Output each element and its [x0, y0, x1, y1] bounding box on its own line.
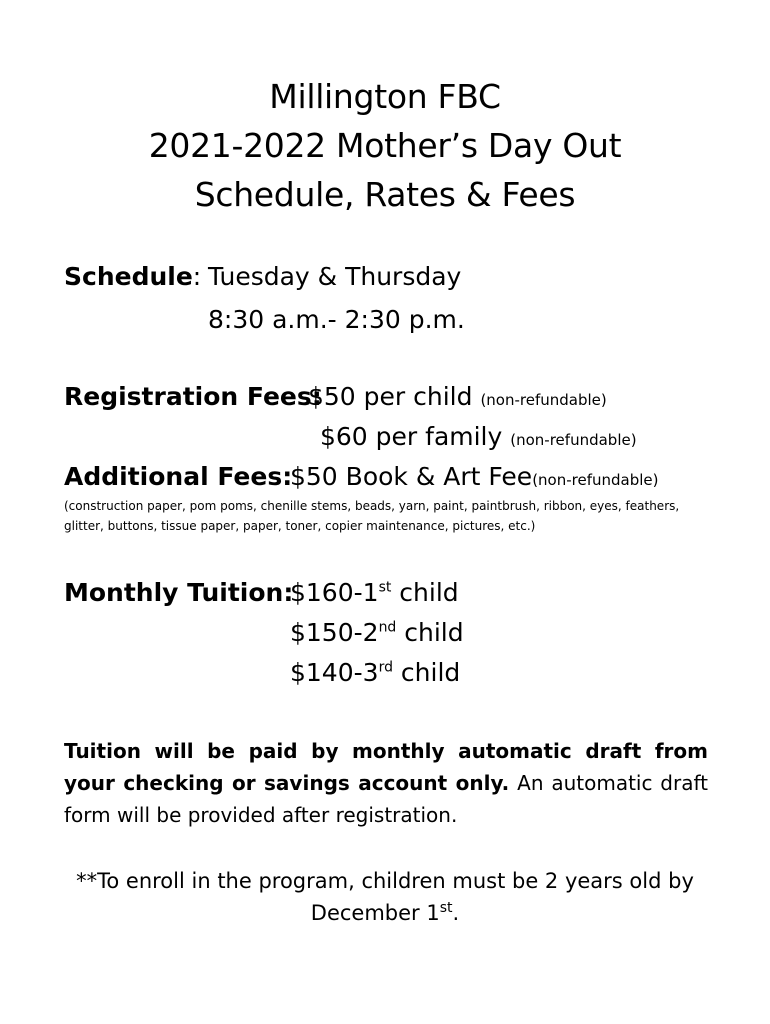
child-fee-note: (non-refundable): [480, 391, 607, 409]
tuition-ordinal: nd: [378, 619, 397, 636]
enrollment-text: **To enroll in the program, children must be 2 years old by December 1: [76, 869, 694, 925]
title-line-subject: Schedule, Rates & Fees: [194, 175, 576, 214]
schedule-label-text: Schedule: [64, 262, 193, 291]
payment-normal-text: An automatic draft form will be provided after registration.: [64, 771, 709, 827]
tuition-amount: $150-2: [290, 618, 379, 647]
page-title: [0, 72, 770, 219]
payment-paragraph: [64, 735, 708, 831]
payment-bold-text: Tuition will be paid by monthly automatic draft from your checking or savings account only.: [64, 739, 708, 795]
additional-fee: [290, 462, 659, 491]
additional-fees-label: Additional Fees:: [64, 462, 293, 491]
enrollment-ordinal: st: [439, 900, 453, 916]
title-line-church: Millington FBC: [269, 77, 501, 116]
tuition-amount: $160-1: [290, 578, 379, 607]
registration-fees-label: Registration Fees:: [64, 382, 322, 411]
tuition-suffix: child: [392, 658, 461, 687]
tuition-row: [290, 618, 464, 647]
registration-family-fee: [320, 422, 637, 451]
tuition-suffix: child: [396, 618, 464, 647]
family-fee-amount: $60 per family: [320, 422, 503, 451]
supplies-list: (construction paper, pom poms, chenille stems, beads, yarn, paint, paintbrush, ribbon, eyes, feathers, glitter, buttons, tissue paper, paper, toner, copier maintenance, pictures, etc.): [64, 499, 680, 533]
book-art-fee-note: (non-refundable): [532, 471, 659, 489]
family-fee-note: (non-refundable): [510, 431, 637, 449]
schedule-days: Tuesday & Thursday: [208, 262, 462, 291]
tuition-ordinal: st: [378, 579, 392, 596]
enrollment-note: [60, 865, 710, 929]
book-art-fee: $50 Book & Art Fee: [290, 462, 533, 491]
tuition-row: [290, 658, 460, 687]
schedule-hours: 8:30 a.m.- 2:30 p.m.: [208, 305, 465, 334]
schedule-label: [64, 262, 201, 291]
enrollment-end: .: [452, 901, 460, 925]
tuition-suffix: child: [391, 578, 459, 607]
registration-child-fee: [308, 382, 607, 411]
tuition-ordinal: rd: [378, 659, 393, 676]
title-line-program: 2021-2022 Mother’s Day Out: [148, 126, 622, 165]
child-fee-amount: $50 per child: [308, 382, 473, 411]
tuition-amount: $140-3: [290, 658, 379, 687]
schedule-colon: :: [192, 262, 202, 291]
tuition-row: [290, 578, 459, 607]
monthly-tuition-label: Monthly Tuition:: [64, 578, 294, 607]
